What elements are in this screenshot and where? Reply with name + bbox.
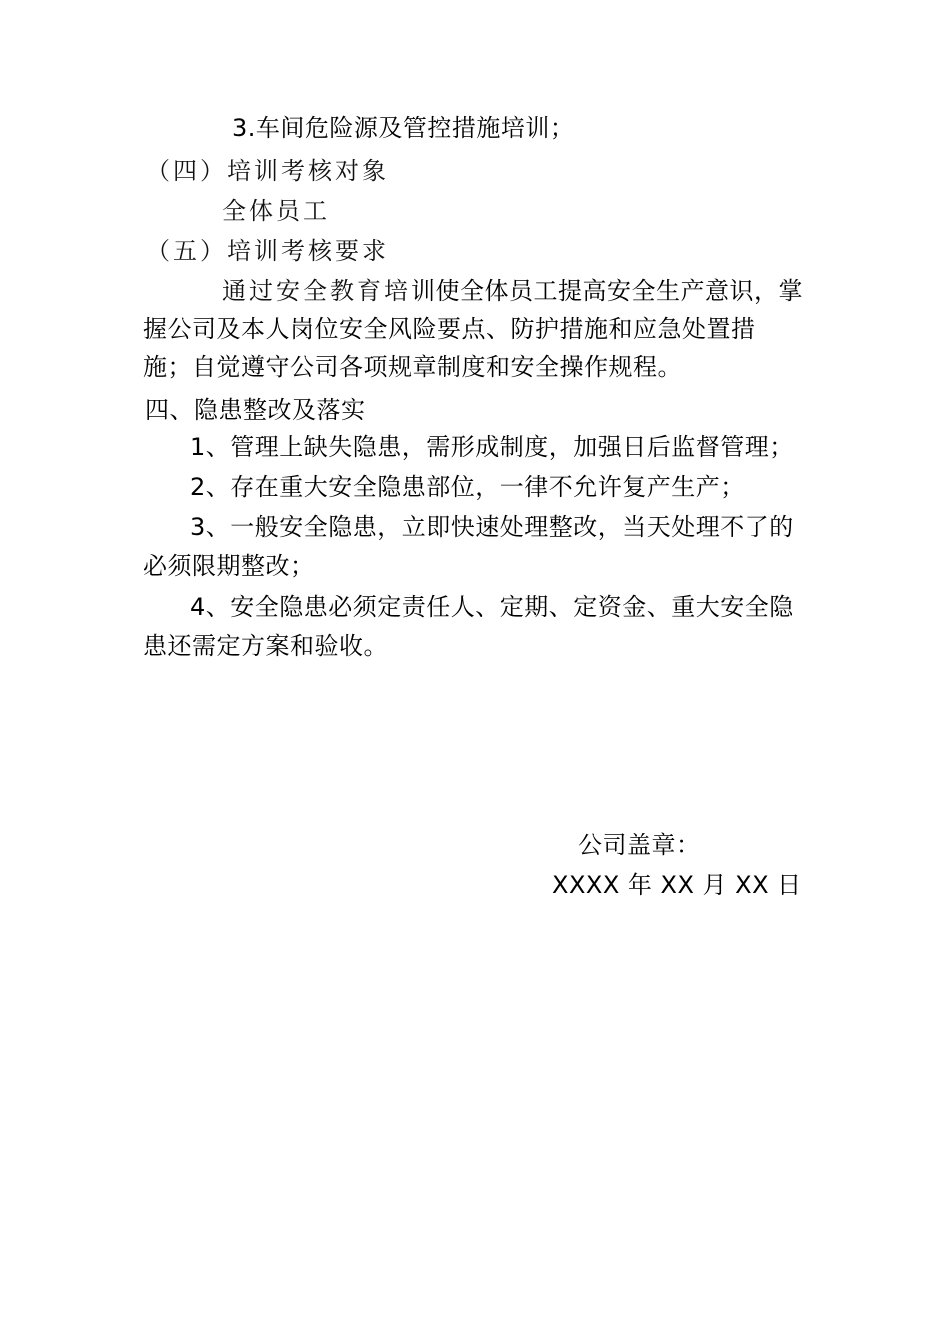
rectification-item-1: 1、管理上缺失隐患，需形成制度，加强日后监督管理；	[190, 433, 794, 461]
signature-date: XXXX 年 XX 月 XX 日	[552, 871, 802, 899]
section-5-body-part2: 训使全体员工提高安全生产意识，掌	[411, 277, 803, 305]
rectification-item-4-line1: 4、安全隐患必须定责任人、定期、定资金、重大安全隐	[190, 593, 794, 621]
rectification-item-3-line2: 必须限期整改；	[143, 552, 315, 580]
item-3: 3.车间危险源及管控措施培训；	[232, 114, 575, 142]
rectification-item-3-line1: 3、一般安全隐患，立即快速处理整改，当天处理不了的	[190, 513, 794, 541]
section-5-body-line1	[222, 276, 803, 306]
part-4-heading: 四、隐患整改及落实	[145, 396, 366, 424]
section-5-heading: （五）培训考核要求	[146, 237, 389, 265]
section-5-body-line3: 施；自觉遵守公司各项规章制度和安全操作规程。	[143, 353, 682, 381]
section-4-body: 全体员工	[222, 197, 330, 225]
rectification-item-2: 2、存在重大安全隐患部位，一律不允许复产生产；	[190, 473, 745, 501]
company-seal-label: 公司盖章：	[578, 831, 701, 859]
section-5-body-line2: 握公司及本人岗位安全风险要点、防护措施和应急处置措	[143, 315, 756, 343]
rectification-item-4-line2: 患还需定方案和验收。	[143, 632, 388, 660]
section-5-body-part1: 通过安全教育培	[222, 277, 411, 305]
section-4-heading: （四）培训考核对象	[146, 157, 389, 185]
